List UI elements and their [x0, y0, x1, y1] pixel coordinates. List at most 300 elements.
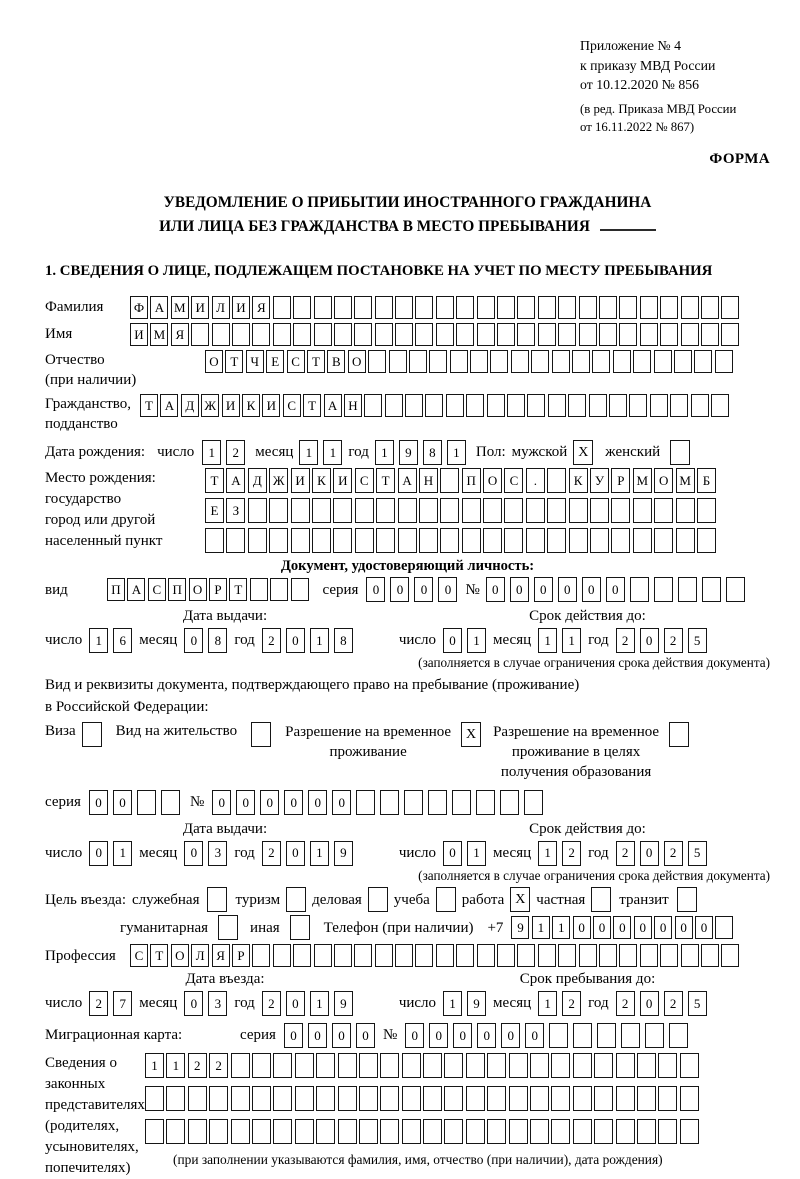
char-cell[interactable]: Т: [225, 350, 243, 373]
char-cell[interactable]: 0: [573, 916, 591, 939]
char-cell[interactable]: 0: [286, 991, 305, 1016]
char-cell[interactable]: [359, 1053, 378, 1078]
representatives-cells-row-3[interactable]: [145, 1119, 699, 1144]
char-cell[interactable]: [295, 1119, 314, 1144]
stay-year-cells[interactable]: [616, 991, 707, 1016]
char-cell[interactable]: [409, 350, 427, 373]
char-cell[interactable]: [188, 1119, 207, 1144]
char-cell[interactable]: 0: [429, 1023, 448, 1048]
char-cell[interactable]: 2: [562, 841, 581, 866]
char-cell[interactable]: [205, 528, 224, 553]
char-cell[interactable]: [226, 528, 245, 553]
char-cell[interactable]: [711, 394, 729, 417]
char-cell[interactable]: [269, 498, 288, 523]
char-cell[interactable]: А: [398, 468, 417, 493]
char-cell[interactable]: [669, 1023, 688, 1048]
char-cell[interactable]: [375, 944, 393, 967]
char-cell[interactable]: Р: [232, 944, 250, 967]
char-cell[interactable]: [507, 394, 525, 417]
char-cell[interactable]: [677, 887, 697, 912]
char-cell[interactable]: [368, 350, 386, 373]
char-cell[interactable]: М: [676, 468, 695, 493]
char-cell[interactable]: [660, 323, 678, 346]
doc-number-cells[interactable]: [486, 577, 745, 602]
char-cell[interactable]: [368, 887, 388, 912]
char-cell[interactable]: [334, 296, 352, 319]
visa-checkbox[interactable]: [82, 722, 102, 747]
char-cell[interactable]: 0: [558, 577, 577, 602]
migration-series-cells[interactable]: [284, 1023, 375, 1048]
char-cell[interactable]: [312, 498, 331, 523]
char-cell[interactable]: 0: [89, 841, 108, 866]
permit-expiry-month-cells[interactable]: [538, 841, 581, 866]
char-cell[interactable]: [517, 323, 535, 346]
char-cell[interactable]: [547, 498, 566, 523]
char-cell[interactable]: [466, 394, 484, 417]
permit-number-cells[interactable]: [212, 790, 543, 815]
char-cell[interactable]: [715, 350, 733, 373]
char-cell[interactable]: [293, 944, 311, 967]
char-cell[interactable]: [637, 1053, 656, 1078]
char-cell[interactable]: [419, 528, 438, 553]
char-cell[interactable]: [444, 1119, 463, 1144]
char-cell[interactable]: X: [510, 887, 530, 912]
char-cell[interactable]: С: [355, 468, 374, 493]
char-cell[interactable]: [440, 468, 459, 493]
char-cell[interactable]: И: [333, 468, 352, 493]
char-cell[interactable]: П: [168, 578, 186, 601]
char-cell[interactable]: 7: [113, 991, 132, 1016]
char-cell[interactable]: [680, 1086, 699, 1111]
char-cell[interactable]: [419, 498, 438, 523]
char-cell[interactable]: [599, 944, 617, 967]
char-cell[interactable]: 1: [310, 991, 329, 1016]
doc-expiry-month-cells[interactable]: [538, 628, 581, 653]
char-cell[interactable]: 0: [286, 628, 305, 653]
patronymic-cells[interactable]: [205, 350, 733, 373]
char-cell[interactable]: [487, 1053, 506, 1078]
char-cell[interactable]: [252, 1053, 271, 1078]
char-cell[interactable]: [436, 323, 454, 346]
char-cell[interactable]: [526, 498, 545, 523]
char-cell[interactable]: 0: [405, 1023, 424, 1048]
char-cell[interactable]: И: [222, 394, 240, 417]
char-cell[interactable]: 0: [640, 991, 659, 1016]
char-cell[interactable]: [218, 915, 238, 940]
char-cell[interactable]: [248, 498, 267, 523]
purpose-tourism-checkbox[interactable]: [286, 887, 306, 912]
char-cell[interactable]: [497, 944, 515, 967]
char-cell[interactable]: [312, 528, 331, 553]
char-cell[interactable]: [640, 944, 658, 967]
char-cell[interactable]: Т: [303, 394, 321, 417]
char-cell[interactable]: 0: [640, 628, 659, 653]
sex-male-checkbox[interactable]: [573, 440, 593, 465]
char-cell[interactable]: [252, 1119, 271, 1144]
char-cell[interactable]: [702, 577, 721, 602]
char-cell[interactable]: С: [130, 944, 148, 967]
char-cell[interactable]: О: [205, 350, 223, 373]
char-cell[interactable]: 0: [613, 916, 631, 939]
char-cell[interactable]: [251, 722, 271, 747]
char-cell[interactable]: 0: [308, 1023, 327, 1048]
char-cell[interactable]: [633, 350, 651, 373]
char-cell[interactable]: 0: [593, 916, 611, 939]
char-cell[interactable]: 0: [356, 1023, 375, 1048]
char-cell[interactable]: [395, 944, 413, 967]
char-cell[interactable]: Е: [205, 498, 224, 523]
char-cell[interactable]: 1: [538, 841, 557, 866]
char-cell[interactable]: [137, 790, 156, 815]
char-cell[interactable]: [209, 1119, 228, 1144]
char-cell[interactable]: 0: [443, 628, 462, 653]
char-cell[interactable]: [291, 528, 310, 553]
doc-issue-month-cells[interactable]: [184, 628, 227, 653]
char-cell[interactable]: [293, 323, 311, 346]
char-cell[interactable]: [573, 1086, 592, 1111]
char-cell[interactable]: [658, 1086, 677, 1111]
char-cell[interactable]: Д: [181, 394, 199, 417]
permit-issue-month-cells[interactable]: [184, 841, 227, 866]
char-cell[interactable]: [248, 528, 267, 553]
char-cell[interactable]: [273, 296, 291, 319]
char-cell[interactable]: [538, 296, 556, 319]
char-cell[interactable]: [630, 577, 649, 602]
char-cell[interactable]: [273, 1053, 292, 1078]
char-cell[interactable]: [676, 528, 695, 553]
char-cell[interactable]: [509, 1119, 528, 1144]
char-cell[interactable]: [466, 1086, 485, 1111]
char-cell[interactable]: 9: [467, 991, 486, 1016]
char-cell[interactable]: [701, 296, 719, 319]
char-cell[interactable]: А: [226, 468, 245, 493]
char-cell[interactable]: [681, 944, 699, 967]
char-cell[interactable]: 0: [486, 577, 505, 602]
char-cell[interactable]: 0: [236, 790, 255, 815]
char-cell[interactable]: [338, 1053, 357, 1078]
char-cell[interactable]: [440, 498, 459, 523]
char-cell[interactable]: [355, 528, 374, 553]
char-cell[interactable]: [290, 915, 310, 940]
char-cell[interactable]: [364, 394, 382, 417]
char-cell[interactable]: [446, 394, 464, 417]
char-cell[interactable]: [670, 440, 690, 465]
char-cell[interactable]: 1: [310, 841, 329, 866]
char-cell[interactable]: О: [348, 350, 366, 373]
char-cell[interactable]: [715, 916, 733, 939]
char-cell[interactable]: [316, 1053, 335, 1078]
char-cell[interactable]: [252, 1086, 271, 1111]
char-cell[interactable]: [531, 350, 549, 373]
char-cell[interactable]: [252, 944, 270, 967]
char-cell[interactable]: [552, 350, 570, 373]
char-cell[interactable]: [354, 296, 372, 319]
char-cell[interactable]: 1: [447, 440, 466, 465]
char-cell[interactable]: [619, 296, 637, 319]
char-cell[interactable]: [538, 323, 556, 346]
char-cell[interactable]: [338, 1119, 357, 1144]
char-cell[interactable]: 2: [664, 991, 683, 1016]
char-cell[interactable]: 0: [640, 841, 659, 866]
char-cell[interactable]: И: [262, 394, 280, 417]
char-cell[interactable]: С: [504, 468, 523, 493]
migration-number-cells[interactable]: [405, 1023, 688, 1048]
stay-month-cells[interactable]: [538, 991, 581, 1016]
char-cell[interactable]: [436, 944, 454, 967]
birth-year-cells[interactable]: [375, 440, 466, 465]
char-cell[interactable]: [530, 1086, 549, 1111]
char-cell[interactable]: [314, 944, 332, 967]
char-cell[interactable]: И: [291, 468, 310, 493]
char-cell[interactable]: 1: [532, 916, 550, 939]
char-cell[interactable]: [579, 944, 597, 967]
purpose-study-checkbox[interactable]: [436, 887, 456, 912]
char-cell[interactable]: [549, 1023, 568, 1048]
doc-expiry-day-cells[interactable]: [443, 628, 486, 653]
char-cell[interactable]: [334, 323, 352, 346]
char-cell[interactable]: [375, 323, 393, 346]
char-cell[interactable]: 9: [399, 440, 418, 465]
char-cell[interactable]: С: [287, 350, 305, 373]
char-cell[interactable]: [589, 394, 607, 417]
char-cell[interactable]: [517, 944, 535, 967]
char-cell[interactable]: [212, 323, 230, 346]
purpose-business-checkbox[interactable]: [368, 887, 388, 912]
char-cell[interactable]: 2: [262, 628, 281, 653]
char-cell[interactable]: [530, 1053, 549, 1078]
char-cell[interactable]: [640, 296, 658, 319]
representatives-cells-row-1[interactable]: [145, 1053, 699, 1078]
char-cell[interactable]: 0: [477, 1023, 496, 1048]
birthplace-cells-row-2[interactable]: [205, 498, 716, 523]
char-cell[interactable]: А: [160, 394, 178, 417]
char-cell[interactable]: 2: [226, 440, 245, 465]
char-cell[interactable]: [681, 296, 699, 319]
char-cell[interactable]: Е: [266, 350, 284, 373]
char-cell[interactable]: [232, 323, 250, 346]
surname-cells[interactable]: [130, 296, 739, 319]
char-cell[interactable]: [355, 498, 374, 523]
char-cell[interactable]: [295, 1053, 314, 1078]
char-cell[interactable]: 0: [675, 916, 693, 939]
char-cell[interactable]: [333, 528, 352, 553]
char-cell[interactable]: [681, 323, 699, 346]
char-cell[interactable]: [701, 323, 719, 346]
char-cell[interactable]: [568, 394, 586, 417]
char-cell[interactable]: 0: [260, 790, 279, 815]
char-cell[interactable]: 0: [390, 577, 409, 602]
char-cell[interactable]: [548, 394, 566, 417]
char-cell[interactable]: [380, 1086, 399, 1111]
char-cell[interactable]: [569, 528, 588, 553]
char-cell[interactable]: .: [526, 468, 545, 493]
char-cell[interactable]: Ж: [269, 468, 288, 493]
char-cell[interactable]: 1: [299, 440, 318, 465]
purpose-official-checkbox[interactable]: [207, 887, 227, 912]
char-cell[interactable]: 1: [145, 1053, 164, 1078]
char-cell[interactable]: [462, 528, 481, 553]
char-cell[interactable]: [188, 1086, 207, 1111]
entry-month-cells[interactable]: [184, 991, 227, 1016]
char-cell[interactable]: [658, 1119, 677, 1144]
char-cell[interactable]: 0: [366, 577, 385, 602]
char-cell[interactable]: Ф: [130, 296, 148, 319]
char-cell[interactable]: И: [232, 296, 250, 319]
char-cell[interactable]: О: [171, 944, 189, 967]
char-cell[interactable]: 8: [334, 628, 353, 653]
char-cell[interactable]: [273, 1119, 292, 1144]
char-cell[interactable]: [591, 887, 611, 912]
char-cell[interactable]: [293, 296, 311, 319]
char-cell[interactable]: Р: [611, 468, 630, 493]
char-cell[interactable]: 0: [308, 790, 327, 815]
char-cell[interactable]: [231, 1119, 250, 1144]
char-cell[interactable]: [616, 1086, 635, 1111]
doc-series-cells[interactable]: [366, 577, 457, 602]
char-cell[interactable]: [633, 528, 652, 553]
char-cell[interactable]: [599, 296, 617, 319]
char-cell[interactable]: [676, 498, 695, 523]
char-cell[interactable]: М: [633, 468, 652, 493]
char-cell[interactable]: [658, 1053, 677, 1078]
char-cell[interactable]: 1: [310, 628, 329, 653]
char-cell[interactable]: [726, 577, 745, 602]
char-cell[interactable]: [569, 498, 588, 523]
char-cell[interactable]: 0: [634, 916, 652, 939]
char-cell[interactable]: [609, 394, 627, 417]
char-cell[interactable]: 0: [184, 841, 203, 866]
char-cell[interactable]: Р: [209, 578, 227, 601]
char-cell[interactable]: [398, 528, 417, 553]
char-cell[interactable]: Н: [344, 394, 362, 417]
char-cell[interactable]: Д: [248, 468, 267, 493]
citizenship-cells[interactable]: [140, 394, 729, 417]
char-cell[interactable]: 2: [616, 628, 635, 653]
char-cell[interactable]: [376, 528, 395, 553]
char-cell[interactable]: [145, 1086, 164, 1111]
char-cell[interactable]: [504, 498, 523, 523]
char-cell[interactable]: Т: [307, 350, 325, 373]
char-cell[interactable]: [291, 498, 310, 523]
char-cell[interactable]: 1: [323, 440, 342, 465]
char-cell[interactable]: 0: [582, 577, 601, 602]
char-cell[interactable]: [629, 394, 647, 417]
char-cell[interactable]: Т: [229, 578, 247, 601]
char-cell[interactable]: 0: [525, 1023, 544, 1048]
firstname-cells[interactable]: [130, 323, 739, 346]
char-cell[interactable]: [645, 1023, 664, 1048]
char-cell[interactable]: 9: [334, 991, 353, 1016]
char-cell[interactable]: [450, 350, 468, 373]
char-cell[interactable]: Я: [252, 296, 270, 319]
char-cell[interactable]: [444, 1086, 463, 1111]
char-cell[interactable]: [483, 498, 502, 523]
char-cell[interactable]: [547, 528, 566, 553]
char-cell[interactable]: [701, 944, 719, 967]
doc-kind-cells[interactable]: [107, 578, 309, 601]
char-cell[interactable]: [462, 498, 481, 523]
char-cell[interactable]: [558, 296, 576, 319]
char-cell[interactable]: [509, 1053, 528, 1078]
char-cell[interactable]: [691, 394, 709, 417]
char-cell[interactable]: [487, 394, 505, 417]
char-cell[interactable]: Ж: [201, 394, 219, 417]
char-cell[interactable]: [440, 528, 459, 553]
char-cell[interactable]: С: [148, 578, 166, 601]
char-cell[interactable]: 0: [284, 790, 303, 815]
char-cell[interactable]: [660, 296, 678, 319]
char-cell[interactable]: [316, 1086, 335, 1111]
char-cell[interactable]: Б: [697, 468, 716, 493]
char-cell[interactable]: [654, 350, 672, 373]
char-cell[interactable]: 3: [208, 841, 227, 866]
purpose-private-checkbox[interactable]: [591, 887, 611, 912]
char-cell[interactable]: [291, 578, 309, 601]
char-cell[interactable]: [678, 577, 697, 602]
purpose-other-checkbox[interactable]: [290, 915, 310, 940]
char-cell[interactable]: 2: [89, 991, 108, 1016]
residence-permit-checkbox[interactable]: [251, 722, 271, 747]
char-cell[interactable]: 2: [664, 628, 683, 653]
char-cell[interactable]: [530, 1119, 549, 1144]
char-cell[interactable]: [611, 498, 630, 523]
char-cell[interactable]: [477, 296, 495, 319]
char-cell[interactable]: [389, 350, 407, 373]
char-cell[interactable]: [592, 350, 610, 373]
char-cell[interactable]: [477, 323, 495, 346]
permit-expiry-day-cells[interactable]: [443, 841, 486, 866]
char-cell[interactable]: X: [573, 440, 593, 465]
char-cell[interactable]: [314, 296, 332, 319]
char-cell[interactable]: 9: [334, 841, 353, 866]
char-cell[interactable]: В: [327, 350, 345, 373]
char-cell[interactable]: [404, 790, 423, 815]
char-cell[interactable]: [375, 296, 393, 319]
char-cell[interactable]: [621, 1023, 640, 1048]
char-cell[interactable]: [721, 944, 739, 967]
char-cell[interactable]: [527, 394, 545, 417]
profession-cells[interactable]: [130, 944, 739, 967]
char-cell[interactable]: [423, 1086, 442, 1111]
char-cell[interactable]: 0: [438, 577, 457, 602]
permit-expiry-year-cells[interactable]: [616, 841, 707, 866]
char-cell[interactable]: 5: [688, 991, 707, 1016]
char-cell[interactable]: 0: [606, 577, 625, 602]
char-cell[interactable]: [654, 498, 673, 523]
char-cell[interactable]: [429, 350, 447, 373]
char-cell[interactable]: [395, 323, 413, 346]
char-cell[interactable]: 1: [552, 916, 570, 939]
char-cell[interactable]: П: [462, 468, 481, 493]
char-cell[interactable]: [573, 1053, 592, 1078]
char-cell[interactable]: [573, 1023, 592, 1048]
doc-issue-day-cells[interactable]: [89, 628, 132, 653]
char-cell[interactable]: [500, 790, 519, 815]
char-cell[interactable]: И: [191, 296, 209, 319]
char-cell[interactable]: [579, 323, 597, 346]
representatives-cells-row-2[interactable]: [145, 1086, 699, 1111]
char-cell[interactable]: 1: [443, 991, 462, 1016]
char-cell[interactable]: 8: [423, 440, 442, 465]
char-cell[interactable]: Я: [171, 323, 189, 346]
char-cell[interactable]: [273, 944, 291, 967]
char-cell[interactable]: [640, 323, 658, 346]
char-cell[interactable]: [456, 296, 474, 319]
char-cell[interactable]: [466, 1119, 485, 1144]
permit-series-cells[interactable]: [89, 790, 180, 815]
temp-residence-checkbox[interactable]: [461, 722, 481, 747]
char-cell[interactable]: [597, 1023, 616, 1048]
